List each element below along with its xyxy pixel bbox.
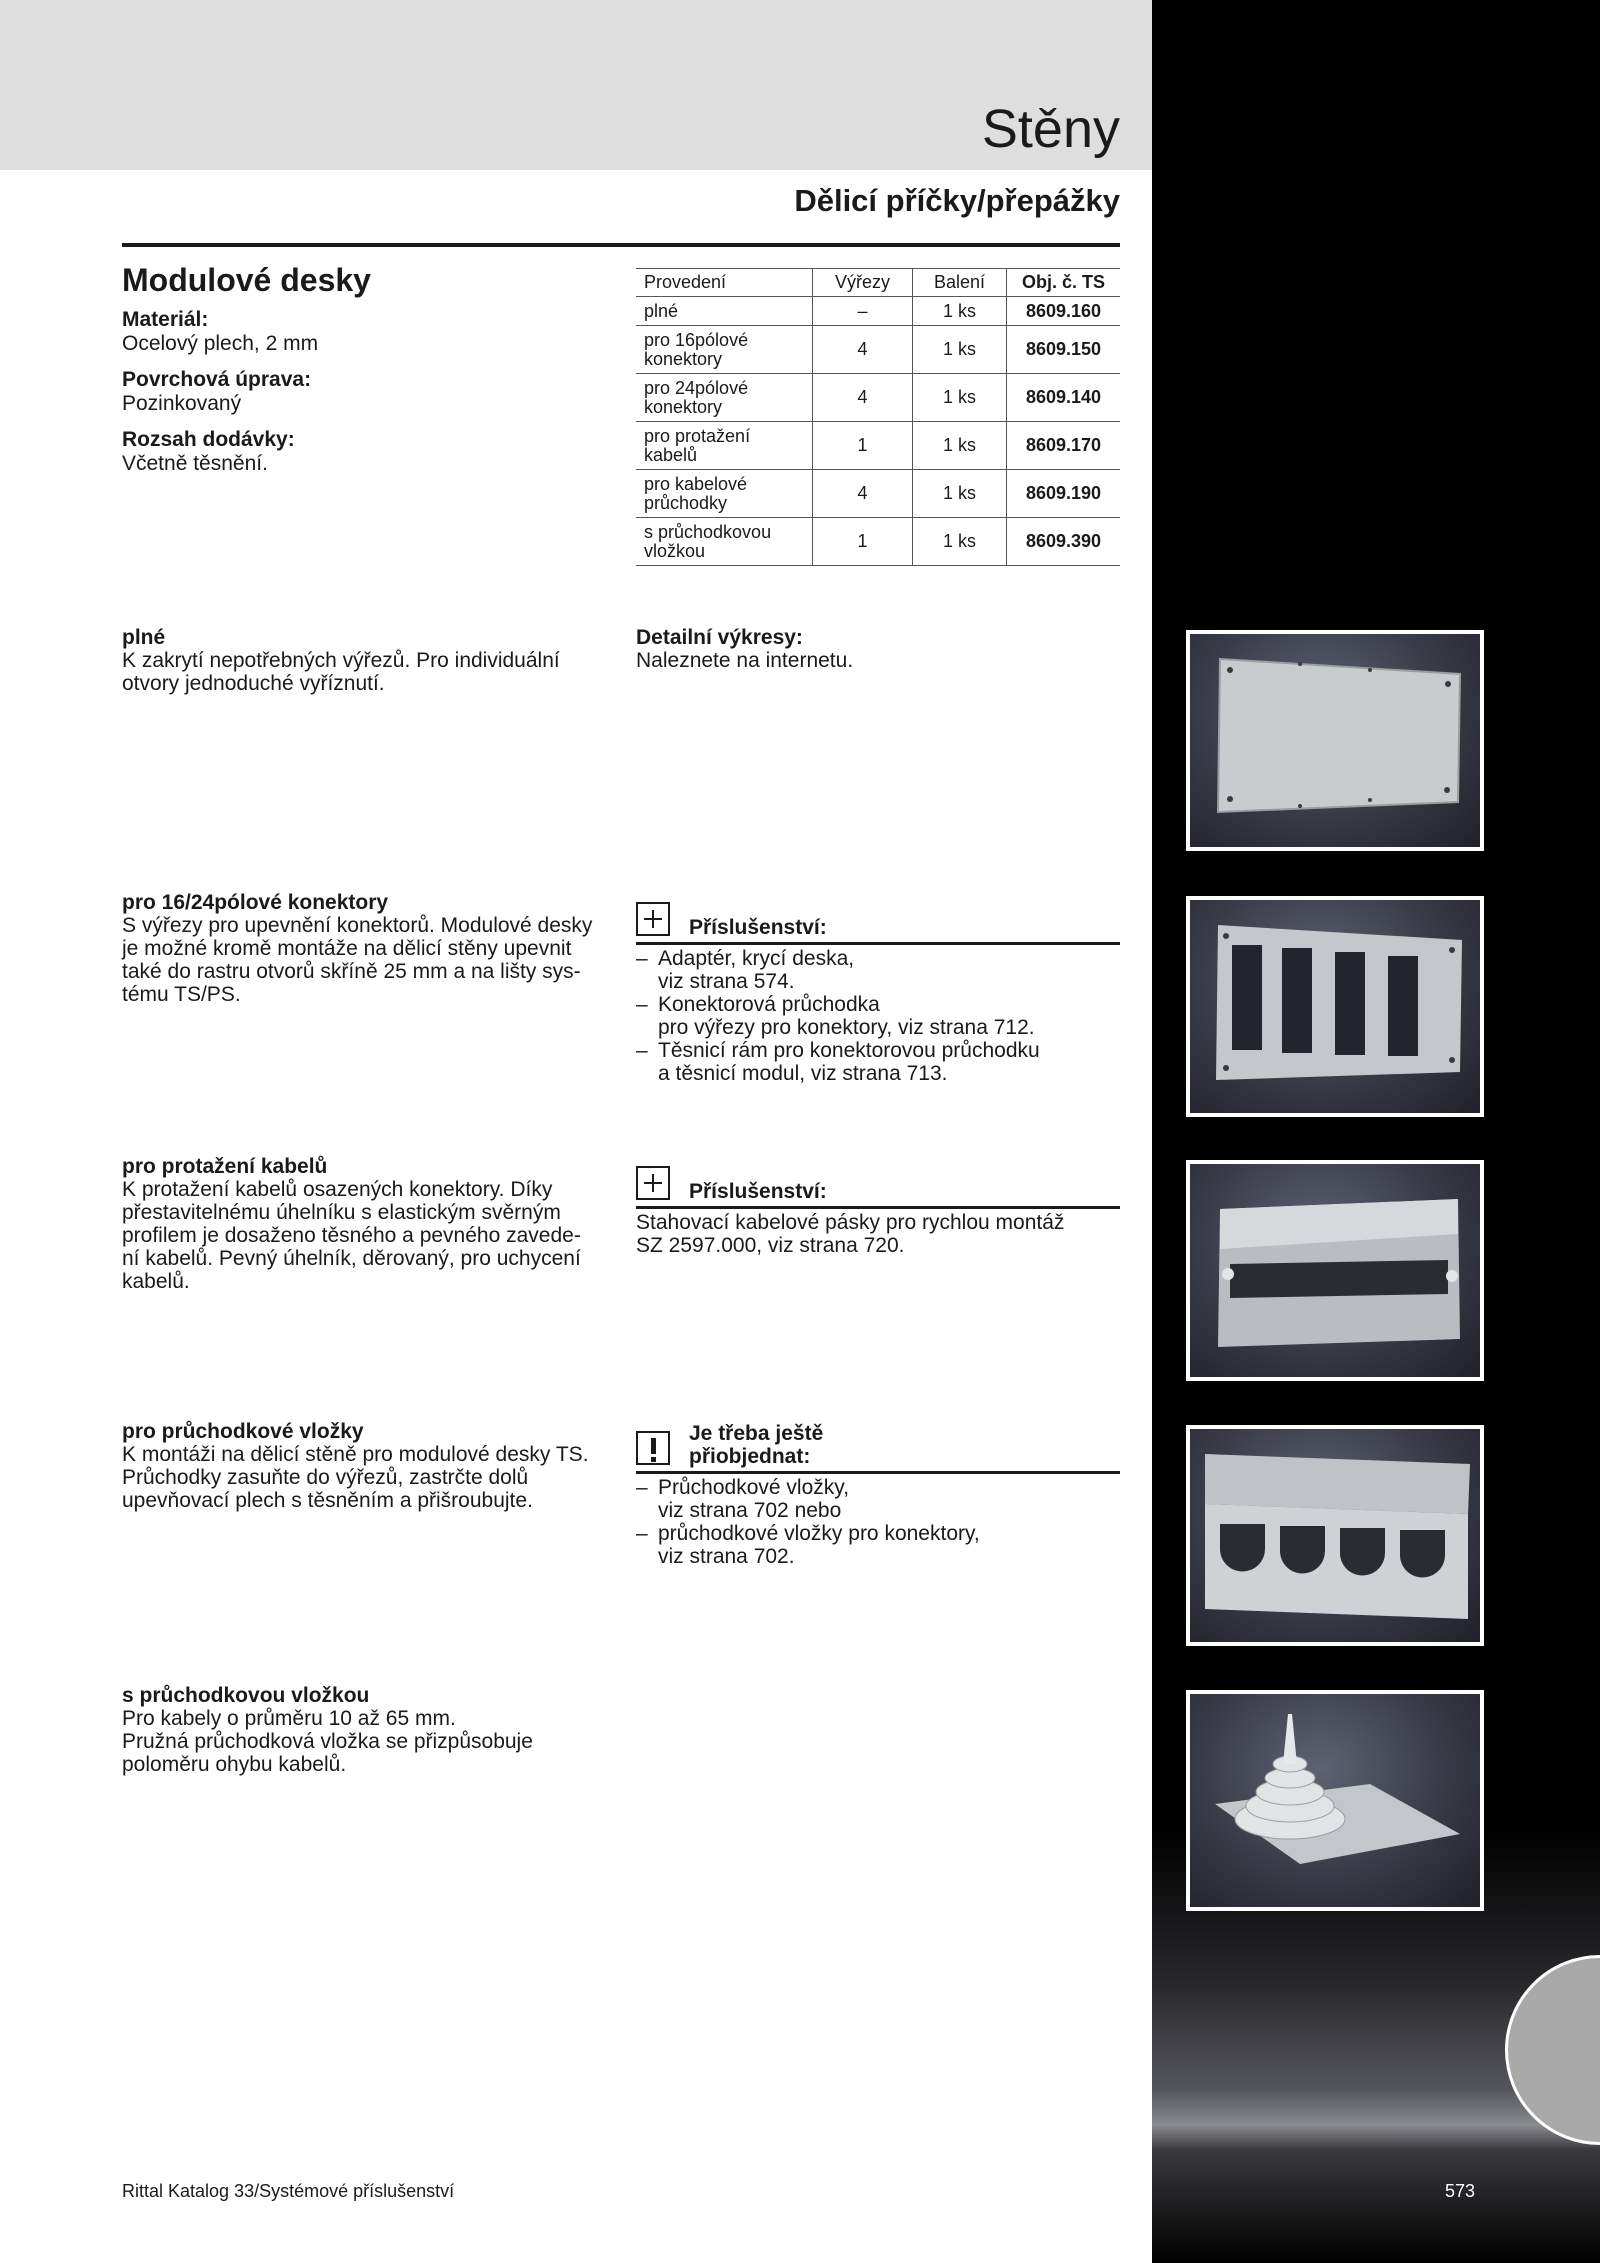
section-line: Průchodky zasuňte do výřezů, zastrčte dolů — [122, 1466, 529, 1489]
section-line: také do rastru otvorů skříně 25 mm a na lišty sys- — [122, 960, 581, 983]
column-header: Provedení — [636, 269, 813, 297]
note-label-line: Je třeba ještě — [689, 1422, 824, 1445]
section-line: tému TS/PS. — [122, 983, 241, 1006]
list-item-line: viz strana 702 nebo — [658, 1499, 842, 1522]
cell-cutouts: – — [813, 297, 913, 326]
list-item-line: – Těsnicí rám pro konektorovou průchodku — [658, 1039, 1040, 1062]
section-with-grommet — [122, 1684, 612, 1776]
table-row — [636, 297, 1120, 326]
cell-variant-line: pro 16pólové — [644, 329, 749, 350]
note-header — [636, 1158, 1120, 1209]
section-line: K zakrytí nepotřebných výřezů. Pro individuální — [122, 649, 560, 672]
spec-label: Materiál: — [122, 308, 209, 331]
section-heading: pro průchodkové vložky — [122, 1420, 364, 1443]
spec-label: Rozsah dodávky: — [122, 428, 295, 451]
product-photo-solid — [1186, 630, 1484, 851]
spec-surface — [122, 368, 318, 416]
table-row — [636, 470, 1120, 518]
header-band — [0, 0, 1152, 170]
cell-variant — [636, 297, 813, 326]
product-photo-grommet-inserts — [1186, 1425, 1484, 1646]
section-line: kabelů. — [122, 1270, 190, 1293]
note-drawings — [636, 626, 1120, 672]
plus-icon — [636, 1166, 670, 1200]
cell-variant-line: kabelů — [644, 444, 698, 465]
list-item — [636, 1039, 1120, 1085]
cell-variant-line: konektory — [644, 348, 723, 369]
note-header — [636, 894, 1120, 945]
spec-label: Povrchová úprava: — [122, 368, 312, 391]
note-accessories-2 — [636, 1158, 1120, 1257]
cell-variant — [636, 374, 813, 422]
section-heading: pro 16/24pólové konektory — [122, 891, 389, 914]
cell-pack: 1 ks — [913, 422, 1007, 470]
list-item — [636, 1522, 1120, 1568]
cell-pack: 1 ks — [913, 470, 1007, 518]
note-label: Příslušenství: — [689, 916, 827, 939]
section-rule — [122, 243, 1120, 247]
cell-variant-line: pro kabelové — [644, 473, 748, 494]
section-line: přestavitelnému úhelníku s elastickým svěrným — [122, 1201, 561, 1224]
section-connectors — [122, 891, 612, 1006]
list-item-line: a těsnicí modul, viz strana 713. — [658, 1062, 948, 1085]
side-band — [1152, 0, 1600, 2263]
cell-variant — [636, 326, 813, 374]
list-item-line: – Adaptér, krycí deska, — [658, 947, 855, 970]
list-item — [636, 947, 1120, 993]
cell-pack: 1 ks — [913, 297, 1007, 326]
list-item-line: – Průchodkové vložky, — [658, 1476, 850, 1499]
section-cable-routing — [122, 1155, 612, 1293]
table-row — [636, 326, 1120, 374]
note-line: SZ 2597.000, viz strana 720. — [636, 1234, 905, 1257]
product-photo-connectors — [1186, 896, 1484, 1117]
cell-variant — [636, 518, 813, 566]
chapter-title: Stěny — [981, 99, 1120, 159]
cell-cutouts: 1 — [813, 422, 913, 470]
note-body — [636, 1211, 1120, 1257]
section-line: otvory jednoduché vyříznutí. — [122, 672, 385, 695]
cell-cutouts: 4 — [813, 470, 913, 518]
cell-order-no: 8609.140 — [1007, 374, 1121, 422]
note-order-also — [636, 1421, 1120, 1568]
product-specs — [122, 308, 318, 476]
cell-variant-line: vložkou — [644, 540, 706, 561]
note-header — [636, 1421, 1120, 1474]
cell-pack: 1 ks — [913, 326, 1007, 374]
section-line: poloměru ohybu kabelů. — [122, 1753, 347, 1776]
cell-order-no: 8609.160 — [1007, 297, 1121, 326]
section-line: K montáži na dělicí stěně pro modulové desky TS. — [122, 1443, 589, 1466]
footer-catalog: Rittal Katalog 33/Systémové příslušenství — [122, 2181, 455, 2201]
cell-variant-line: pro protažení — [644, 425, 751, 446]
section-heading: pro protažení kabelů — [122, 1155, 328, 1178]
plus-icon — [636, 902, 670, 936]
section-solid — [122, 626, 612, 695]
table-row — [636, 374, 1120, 422]
section-line: Pro kabely o průměru 10 až 65 mm. — [122, 1707, 456, 1730]
note-line: Stahovací kabelové pásky pro rychlou montáž — [636, 1211, 1065, 1234]
column-header: Výřezy — [813, 269, 913, 297]
table-header-row — [636, 269, 1120, 297]
order-also-list — [636, 1476, 1120, 1568]
exclamation-icon — [636, 1431, 670, 1465]
cell-pack: 1 ks — [913, 518, 1007, 566]
cell-cutouts: 4 — [813, 326, 913, 374]
section-line: ní kabelů. Pevný úhelník, děrovaný, pro uchycení — [122, 1247, 581, 1270]
list-item — [636, 993, 1120, 1039]
section-line: K protažení kabelů osazených konektory. Díky — [122, 1178, 553, 1201]
spec-value: Ocelový plech, 2 mm — [122, 332, 319, 355]
spec-value: Včetně těsnění. — [122, 452, 268, 475]
cell-variant-line: plné — [644, 300, 679, 321]
section-line: S výřezy pro upevnění konektorů. Modulové desky — [122, 914, 593, 937]
spec-value: Pozinkovaný — [122, 392, 242, 415]
cell-order-no: 8609.150 — [1007, 326, 1121, 374]
product-photo-cable-routing — [1186, 1160, 1484, 1381]
section-line: profilem je dosaženo těsného a pevného zavede- — [122, 1224, 581, 1247]
list-item-line: viz strana 574. — [658, 970, 795, 993]
note-heading: Detailní výkresy: — [636, 626, 803, 649]
note-text: Naleznete na internetu. — [636, 649, 854, 672]
cell-cutouts: 4 — [813, 374, 913, 422]
cell-pack: 1 ks — [913, 374, 1007, 422]
cell-order-no: 8609.390 — [1007, 518, 1121, 566]
spec-delivery — [122, 428, 318, 476]
section-heading: plné — [122, 626, 166, 649]
table-row — [636, 422, 1120, 470]
list-item-line: viz strana 702. — [658, 1545, 795, 1568]
table-row — [636, 518, 1120, 566]
cell-variant-line: průchodky — [644, 492, 728, 513]
cell-cutouts: 1 — [813, 518, 913, 566]
page-number: 573 — [1445, 2181, 1476, 2201]
note-label — [689, 1422, 823, 1468]
list-item-line: – průchodkové vložky pro konektory, — [658, 1522, 980, 1545]
cell-order-no: 8609.170 — [1007, 422, 1121, 470]
cell-variant-line: konektory — [644, 396, 723, 417]
cell-order-no: 8609.190 — [1007, 470, 1121, 518]
section-heading: s průchodkovou vložkou — [122, 1684, 370, 1707]
product-photo-with-grommet — [1186, 1690, 1484, 1911]
list-item-line: – Konektorová průchodka — [658, 993, 880, 1016]
section-grommet-inserts — [122, 1420, 612, 1512]
section-line: je možné kromě montáže na dělicí stěny upevnit — [122, 937, 572, 960]
section-title: Dělicí příčky/přepážky — [794, 183, 1120, 218]
note-label: Příslušenství: — [689, 1180, 827, 1203]
cell-variant-line: s průchodkovou — [644, 521, 772, 542]
list-item-line: pro výřezy pro konektory, viz strana 712. — [658, 1016, 1035, 1039]
product-title: Modulové desky — [122, 262, 371, 298]
accessory-list — [636, 947, 1120, 1085]
column-header: Balení — [913, 269, 1007, 297]
order-table — [636, 268, 1120, 566]
list-item — [636, 1476, 1120, 1522]
cell-variant — [636, 470, 813, 518]
section-line: Pružná průchodková vložka se přizpůsobuje — [122, 1730, 533, 1753]
column-header: Obj. č. TS — [1007, 269, 1121, 297]
section-line: upevňovací plech s těsněním a přišroubujte. — [122, 1489, 533, 1512]
note-label-line: přiobjednat: — [689, 1445, 811, 1468]
spec-material — [122, 308, 318, 356]
cell-variant-line: pro 24pólové — [644, 377, 749, 398]
cell-variant — [636, 422, 813, 470]
note-accessories-1 — [636, 894, 1120, 1085]
